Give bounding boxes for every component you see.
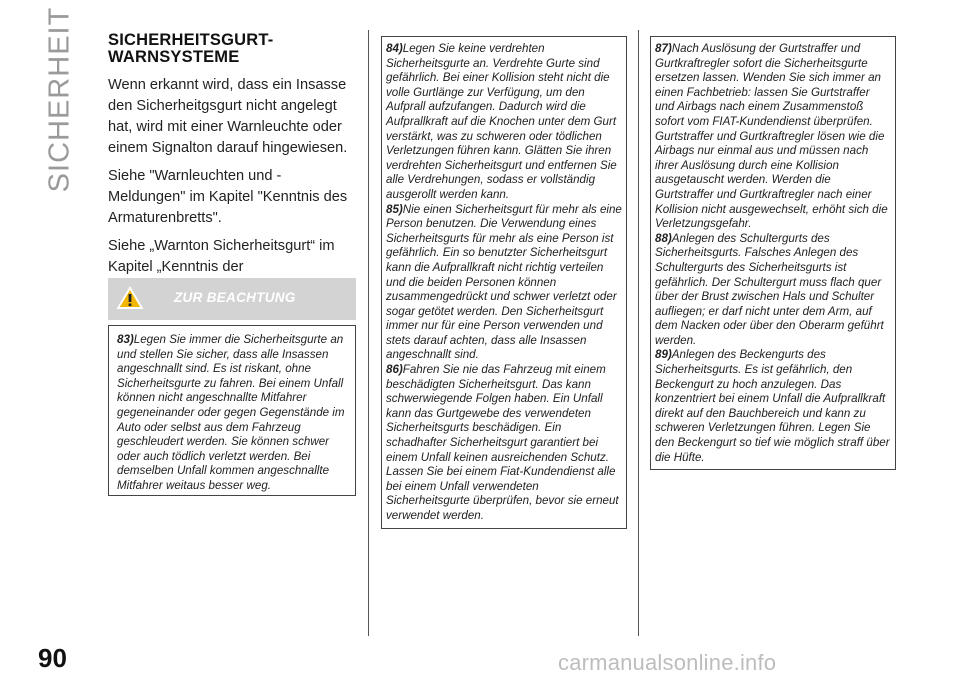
column-divider-2 — [638, 30, 639, 636]
caution-box-left — [108, 325, 356, 496]
section-tab — [40, 6, 80, 192]
section-label: SICHERHEIT — [43, 6, 76, 192]
note-number: 89) — [655, 348, 672, 362]
note-number: 84) — [386, 42, 403, 55]
warning-note — [117, 333, 349, 494]
watermark: carmanualsonline.info — [558, 650, 777, 675]
note-text: Legen Sie keine verdrehten Sicherheitsgurte an. Verdrehte Gurte sind gefährlich. Bei einer Kollision steht nicht die volle Gurtlänge zur Verfügung, um den Aufprall aufzufangen. Dadurch wird die Aufprallkraft auf die Knochen unter dem Gurt verstärkt, was zu schweren oder tödlichen Verletzungen führen kann. Glätten Sie ihren verdrehten Sicherheitsgurt und entfernen Sie alle Verdrehungen, sodass er vollständig ausgerollt werden kann. — [386, 42, 617, 201]
warning-note — [386, 42, 622, 203]
note-text: Nie einen Sicherheitsgurt für mehr als eine Person benutzen. Die Verwendung eines Sicherheitsgurts für mehr als eine Person ist gefährlich. Ein so benutzter Sicherheitsgurt kann die Aufprallkraft nicht richtig verteilen und die beiden Personen können zusammengedrückt und schwer verletzt oder sogar getötet werden. Den Sicherheitsgurt immer nur für eine Person verwenden und stets darauf achten, dass alle Insassen angeschnallt sind. — [386, 202, 622, 362]
note-number: 86) — [386, 363, 403, 377]
caution-box-middle — [381, 36, 627, 529]
warning-note — [655, 348, 892, 465]
intro-paragraph: Wenn erkannt wird, dass ein Insasse den Sicherheitgsgurt nicht angelegt hat, wird mit einer Warnleuchte oder einem Signalton darauf hingewiesen. — [108, 77, 348, 156]
column-divider-1 — [368, 30, 369, 636]
note-number: 85) — [386, 202, 403, 216]
caution-box-right — [650, 36, 896, 470]
page-number: 90 — [38, 643, 67, 673]
note-number: 83) — [117, 333, 134, 346]
note-text: Legen Sie immer die Sicherheitsgurte an und stellen Sie sicher, dass alle Insassen angeschnallt sind. Es ist riskant, ohne Sicherheitsgurte zu fahren. Bei einem Unfall können nicht angeschnallte Mitfahrer gegeneinander oder gegen Gegenstände im Auto oder selbst aus dem Fahrzeug geschleudert werden. Sie können schwer oder auch tödlich verletzt werden. Bei demselben Unfall kommen angeschnallte Mitfahrer weitaus besser weg. — [117, 333, 345, 492]
caution-title: ZUR BEACHTUNG — [174, 290, 296, 305]
caution-header — [108, 278, 356, 320]
section-heading: SICHERHEITSGURT- WARNSYSTEME — [108, 31, 274, 66]
note-text: Fahren Sie nie das Fahrzeug mit einem beschädigten Sicherheitsgurt. Das kann schwerwiegende Folgen haben. Ein Unfall kann das Gurtgewebe des verwendeten Sicherheitsgurts beschädigen. Ein schadhafter Sicherheitsgurt garantiert bei einem Unfall keinen ausreichenden Schutz. Lassen Sie bei einem Fiat-Kundendienst alle bei einem Unfall verwendeten Sicherheitsgurte überprüfen, bevor sie erneut verwendet werden. — [386, 363, 619, 522]
note-text: Nach Auslösung der Gurtstraffer und Gurtkraftregler sofort die Sicherheitsgurte ersetzen lassen. Wenden Sie sich immer an einen Fachbetrieb: lassen Sie Gurtstraffer und Airbags nach einem Zusammenstoß sofort vom FIAT-Kundendienst überprüfen. Gurtstraffer und Gurtkraftregler lösen wie die Airbags nur einmal aus und müssen nach ihrer Auslösung durch eine Kollision ausgetauscht werden. Werden die Gurtstraffer und Gurtkraftregler nach einer Kollision nicht ausgewechselt, erhöht sich die Verletzungsgefahr. — [655, 42, 888, 231]
warning-note — [655, 42, 892, 232]
warning-note — [386, 363, 622, 524]
note-text: Anlegen des Schultergurts des Sicherheitsgurts. Falsches Anlegen des Schultergurts des Sicherheitsgurts ist gefährlich. Der Schultergurt muss flach quer über der Brust zwischen Hals und Schulter aufliegen; er darf nicht unter dem Arm, auf dem Nacken oder über den Oberarm geführt werden. — [655, 231, 884, 347]
reference-paragraph: Siehe „Warnton Sicherheitsgurt“ im Kapitel „Kenntnis der — [108, 238, 335, 275]
intro-column — [108, 32, 358, 306]
warning-triangle-icon — [115, 284, 145, 311]
note-number: 87) — [655, 42, 672, 55]
reference-paragraph: Siehe "Warnleuchten und -Meldungen" im Kapitel "Kenntnis des Armaturenbretts". — [108, 168, 348, 226]
warning-note — [386, 203, 622, 364]
note-number: 88) — [655, 231, 672, 245]
note-text: Anlegen des Beckengurts des Sicherheitsgurts. Es ist gefährlich, den Beckengurt zu hoch anzulegen. Das konzentriert bei einem Unfall die Aufprallkraft direkt auf den Bauchbereich und kann zu schweren Verletzungen führen. Legen Sie den Beckengurt so tief wie möglich straff über die Hüfte. — [655, 348, 890, 464]
warning-note — [655, 232, 892, 349]
